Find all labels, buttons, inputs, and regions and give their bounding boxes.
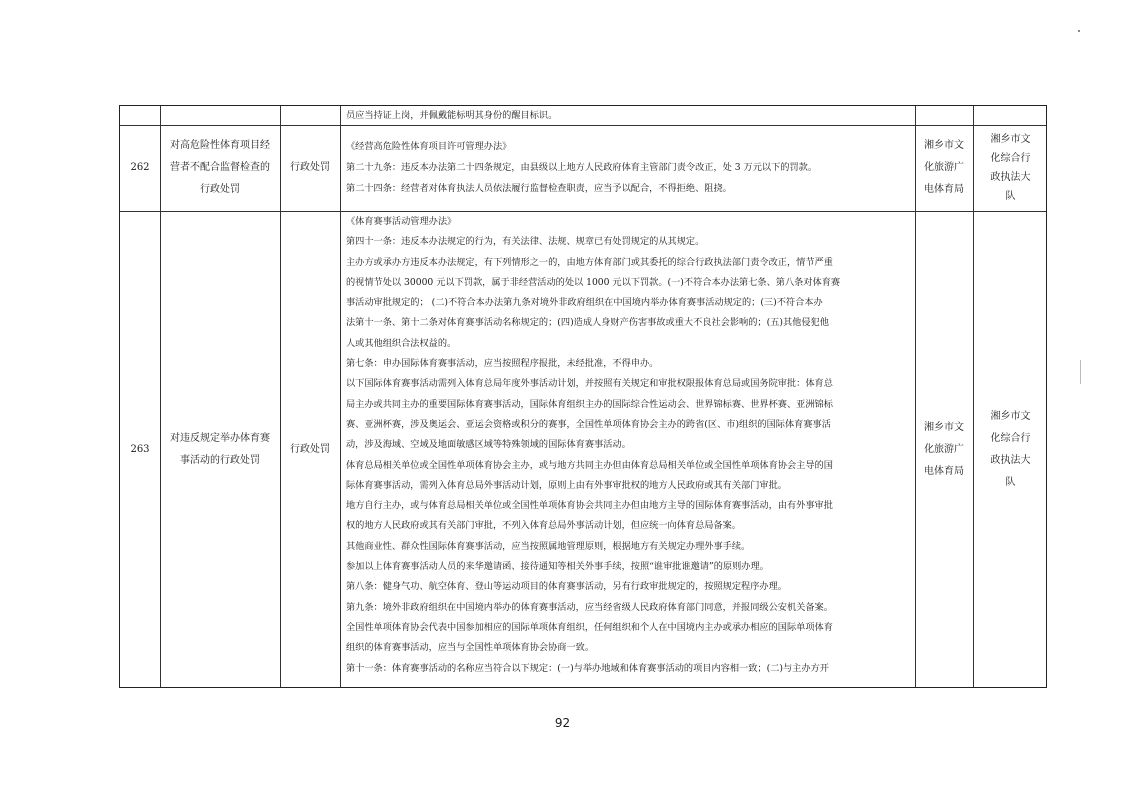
scan-speck [1078, 30, 1080, 32]
row-263-item: 对违反规定举办体育赛 事活动的行政处罚 [170, 433, 270, 466]
row-262-number: 262 [130, 162, 150, 173]
row-262-item: 对高危险性体育项目经 营者不配合监督检查的 行政处罚 [170, 140, 270, 195]
row-262-type: 行政处罚 [290, 162, 330, 173]
row-263-type: 行政处罚 [290, 444, 330, 455]
column-divider [340, 106, 341, 687]
row-263-basis: 《体育赛事活动管理办法》 第四十一条：违反本办法规定的行为，有关法律、法规、规章已有处罚规定的从其规定。 主办方或承办方违反本办法规定，有下列情形之一的，由地方体育部门或其委托的综合行政执法部门责令改正，情节严重 的视情节处以 30000 元以下罚款，属于非经营活动的处以 1000 元以下罚款。(一)不符合本办法第七条、第八条对体育赛 事活动审批规定的； (二)不符合本办法第九条对境外非政府组织在中国境内举办体育赛事活动规定的；(三)不符合本办 法第十一条、第十二条对体育赛事活动名称规定的；(四)造成人身财产伤害事故或重大不良社会影响的；(五)其他侵犯他 人或其他组织合法权益的。 第七条：申办国际体育赛事活动，应当按照程序报批，未经批准，不得申办。 以下国际体育赛事活动需列入体育总局年度外事活动计划，并按照有关规定和审批权限报体育总局或国务院审批：体育总 局主办或共同主办的重要国际体育赛事活动，国际体育组织主办的国际综合性运动会、世界锦标赛、世界杯赛、亚洲锦标 赛、亚洲杯赛，涉及奥运会、亚运会资格或积分的赛事，全国性单项体育协会主办的跨省(区、市)组织的国际体育赛事活 动，涉及海域、空域及地面敏感区域等特殊领域的国际体育赛事活动。 体育总局相关单位或全国性单项体育协会主办，或与地方共同主办但由体育总局相关单位或全国性单项体育协会主导的国 际体育赛事活动，需列入体育总局外事活动计划，原则上由有外事审批权的地方人民政府或其有关部门审批。 地方自行主办，或与体育总局相关单位或全国性单项体育协会共同主办但由地方主导的国际体育赛事活动，由有外事审批 权的地方人民政府或其有关部门审批，不列入体育总局外事活动计划，但应统一向体育总局备案。 其他商业性、群众性国际体育赛事活动，应当按照属地管理原则，根据地方有关规定办理外事手续。 参加以上体育赛事活动人员的来华邀请函、接待通知等相关外事手续，按照“谁审批谁邀请”的原则办理。 第八条：健身气功、航空体育、登山等运动项目的体育赛事活动，另有行政审批规定的，按照规定程序办理。 第九条：境外非政府组织在中国境内举办的体育赛事活动，应当经省级人民政府体育部门同意，并报同级公安机关备案。 全国性单项体育协会代表中国参加相应的国际单项体育组织，任何组织和个人在中国境内主办或承办相应的国际单项体育 组织的体育赛事活动，应当与全国性单项体育协会协商一致。 第十一条：体育赛事活动的名称应当符合以下规定：(一)与举办地域和体育赛事活动的项目内容相一致；(二)与主办方开 [346, 216, 841, 674]
page-number: 92 [554, 716, 571, 730]
top-row-basis: 员应当持证上岗，并佩戴能标明其身份的醒目标识。 [346, 110, 558, 121]
row-263-number: 263 [130, 444, 150, 455]
row-262-department: 湘乡市文 化旅游广 电体育局 [924, 140, 964, 195]
enforcement-table [119, 105, 1047, 688]
row-262-basis: 《经营高危险性体育项目许可管理办法》 第二十九条：违反本办法第二十四条规定，由县级以上地方人民政府体育主管部门责令改正，处 3 万元以下的罚款。 第二十四条：经营者对体育执法人员依法履行监督检查职责，应当予以配合，不得拒绝、阻挠。 [346, 141, 818, 194]
row-263-executor: 湘乡市文 化综合行 政执法大 队 [990, 411, 1031, 488]
row-263-department: 湘乡市文 化旅游广 电体育局 [924, 422, 964, 477]
row-262-executor: 湘乡市文 化综合行 政执法大 队 [990, 134, 1031, 202]
scan-speck [1080, 360, 1081, 384]
